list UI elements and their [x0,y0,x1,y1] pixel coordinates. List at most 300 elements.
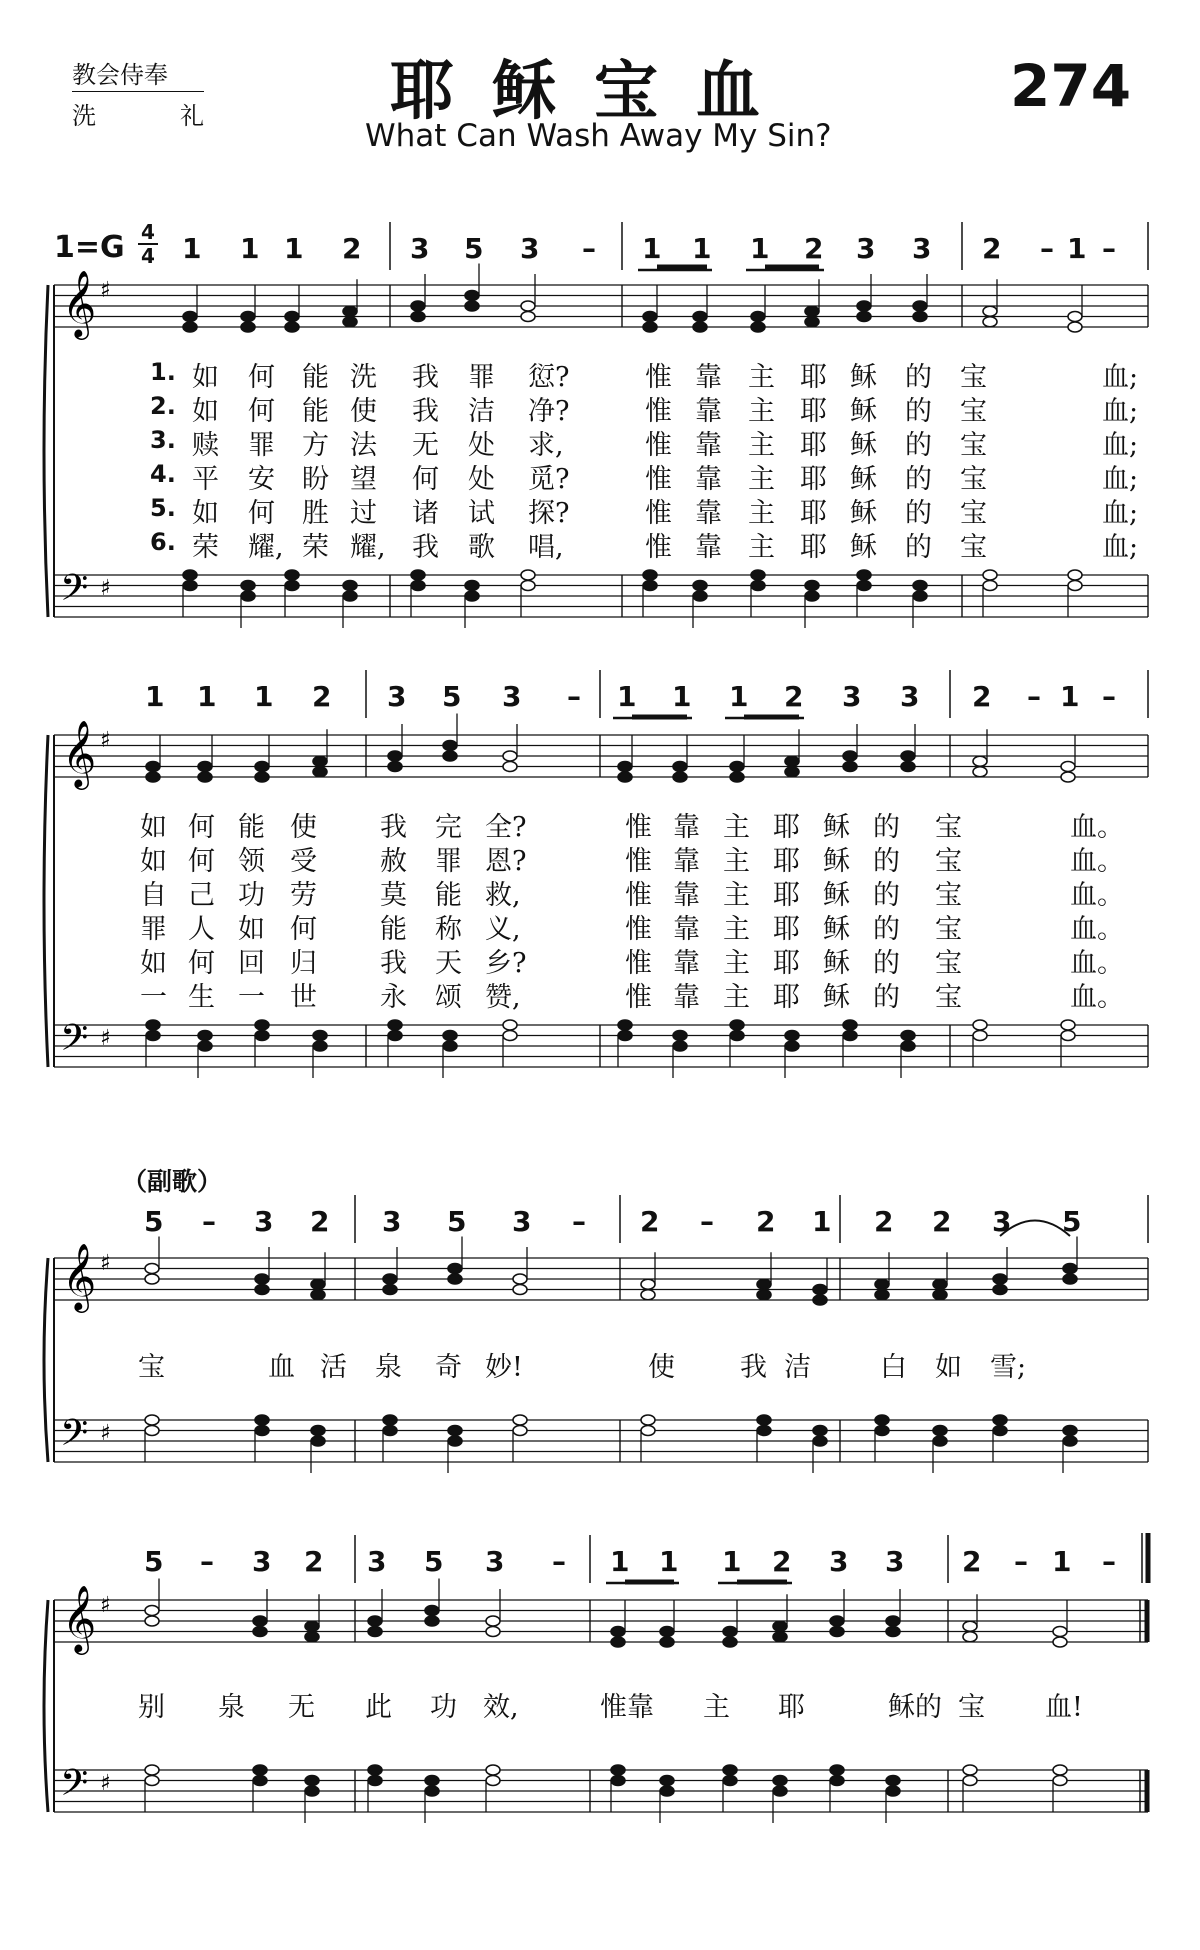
bass-notehead [901,1031,915,1041]
bass-clef-icon: 𝄢 [60,1412,89,1463]
jianpu-note: 2 [932,1205,952,1238]
treble-notehead [857,312,871,322]
treble-notehead [448,1264,462,1274]
lyric-syllable: 惟 [625,880,652,911]
treble-notehead [255,1274,269,1284]
lyric-syllable: 主 [723,846,750,877]
jianpu-note: 3 [502,680,522,713]
lyric-syllable: 世 [290,982,317,1013]
bass-notehead [425,1786,439,1796]
hymn-number: 274 [1010,52,1132,120]
treble-notehead [933,1290,947,1300]
key-signature: 1=G [54,230,125,265]
bass-notehead [145,1776,159,1786]
treble-notehead [311,1290,325,1300]
treble-notehead [305,1632,319,1642]
treble-notehead [993,1285,1007,1295]
verse-number: 2. [150,392,176,420]
bass-notehead [993,1426,1007,1436]
lyric-syllable: 宝 [960,532,987,563]
jianpu-note: 1 [284,232,304,265]
time-sig-top: 4 [141,220,155,244]
lyric-syllable: 靠 [695,362,722,393]
lyric-syllable: 稣 [850,532,877,563]
lyric-syllable: 主 [723,914,750,945]
lyric-syllable: 的 [905,498,932,529]
bass-notehead [253,1765,267,1775]
treble-notehead [730,762,744,772]
lyric-syllable: 靠 [695,498,722,529]
lyric-syllable: 我 [412,396,439,427]
treble-clef-icon: 𝄞 [62,269,97,337]
lyric-syllable: 主 [703,1692,730,1723]
lyric-syllable: 我 [380,812,407,843]
lyric-syllable: 宝 [138,1352,165,1383]
jianpu-note: 2 [772,1545,792,1578]
treble-notehead [843,762,857,772]
lyric-syllable: 血; [1102,464,1139,495]
bass-notehead [503,1031,517,1041]
bass-notehead [241,591,255,601]
treble-notehead [875,1279,889,1289]
lyric-syllable: 稣 [823,846,850,877]
lyric-syllable: 的 [873,812,900,843]
treble-notehead [368,1616,382,1626]
treble-notehead [723,1627,737,1637]
lyric-syllable: 的 [873,982,900,1013]
lyric-syllable: 天 [435,948,462,979]
jianpu-note: 3 [485,1545,505,1578]
lyric-syllable: 耶 [800,430,827,461]
treble-notehead [660,1637,674,1647]
bass-notehead [660,1786,674,1796]
lyric-syllable: 血。 [1070,948,1124,979]
jianpu-note: – [1027,680,1041,713]
bass-notehead [933,1436,947,1446]
lyric-syllable: 如 [935,1352,962,1383]
lyric-syllable: 靠 [673,812,700,843]
treble-notehead [513,1285,527,1295]
lyric-syllable: 主 [723,948,750,979]
bass-notehead [830,1765,844,1775]
jianpu-note: 5 [464,232,484,265]
jianpu-note: 1 [729,680,749,713]
bass-notehead [773,1786,787,1796]
treble-notehead [963,1632,977,1642]
lyric-syllable: 能 [302,396,329,427]
treble-notehead [611,1627,625,1637]
bass-notehead [443,1041,457,1051]
jianpu-note: 2 [804,232,824,265]
treble-notehead [757,1290,771,1300]
treble-notehead [425,1606,439,1616]
bass-notehead [805,581,819,591]
lyric-syllable: 血; [1102,362,1139,393]
treble-notehead [145,1606,159,1616]
treble-notehead [857,301,871,311]
sharp-icon: ♯ [100,1421,111,1446]
treble-notehead [198,772,212,782]
treble-notehead [693,312,707,322]
lyric-syllable: 妙! [485,1352,523,1383]
lyric-syllable: 稣 [823,914,850,945]
bass-notehead [693,581,707,591]
bass-notehead [145,1426,159,1436]
lyric-syllable: 罪 [248,430,275,461]
lyric-syllable: 能 [238,812,265,843]
lyric-syllable: 赦 [380,846,407,877]
lyric-syllable: 如 [192,498,219,529]
bass-notehead [886,1786,900,1796]
lyric-syllable: 血; [1102,430,1139,461]
bass-notehead [1068,570,1082,580]
bass-notehead [673,1041,687,1051]
jianpu-note: – [1014,1545,1028,1578]
bass-notehead [448,1436,462,1446]
lyric-syllable: 望 [350,464,377,495]
treble-notehead [751,312,765,322]
bass-notehead [1063,1426,1077,1436]
lyric-syllable: 惟 [645,498,672,529]
lyric-syllable: 此 [365,1692,392,1723]
treble-notehead [411,312,425,322]
lyric-syllable: 试 [468,498,495,529]
treble-notehead [253,1627,267,1637]
bass-notehead [285,581,299,591]
lyric-syllable: 洁 [784,1352,811,1383]
lyric-syllable: 生 [188,982,215,1013]
bass-notehead [1061,1031,1075,1041]
verse-number: 3. [150,426,176,454]
bass-notehead [368,1765,382,1775]
treble-notehead [1063,1274,1077,1284]
bass-notehead [757,1415,771,1425]
lyric-syllable: 宝 [960,362,987,393]
system-bracket [44,1258,48,1462]
bass-notehead [913,591,927,601]
treble-notehead [641,1290,655,1300]
lyric-syllable: 恩? [485,846,527,877]
lyric-syllable: 使 [350,396,377,427]
lyric-syllable: 主 [723,880,750,911]
jianpu-note: 3 [387,680,407,713]
jianpu-note: 5 [1062,1205,1082,1238]
treble-notehead [503,762,517,772]
lyric-syllable: 安 [248,464,275,495]
treble-notehead [643,312,657,322]
lyric-syllable: 稣 [850,464,877,495]
lyric-syllable: 耶 [800,498,827,529]
bass-notehead [805,591,819,601]
treble-notehead [773,1621,787,1631]
lyric-syllable: 靠 [695,396,722,427]
bass-notehead [963,1776,977,1786]
bass-notehead [723,1776,737,1786]
jianpu-note: 5 [144,1545,164,1578]
lyric-syllable: 血。 [1070,880,1124,911]
bass-notehead [443,1031,457,1041]
lyric-syllable: 愆? [528,362,570,393]
lyric-syllable: 靠 [695,430,722,461]
bass-notehead [146,1020,160,1030]
lyric-syllable: 罪 [435,846,462,877]
lyric-syllable: 别 [138,1692,165,1723]
treble-notehead [785,756,799,766]
bass-notehead [253,1776,267,1786]
bass-clef-icon: 𝄢 [60,1017,89,1068]
jianpu-note: 3 [829,1545,849,1578]
lyric-syllable: 惟靠 [600,1692,654,1723]
category-label: 教会侍奉 [72,55,204,92]
jianpu-note: 1 [750,232,770,265]
lyric-syllable: 惟 [625,982,652,1013]
bass-notehead [611,1776,625,1786]
treble-notehead [425,1616,439,1626]
jianpu-note: 1 [1060,680,1080,713]
jianpu-note: 5 [447,1205,467,1238]
lyric-syllable: 功 [238,880,265,911]
treble-notehead [913,301,927,311]
lyric-syllable: 主 [748,430,775,461]
jianpu-note: 2 [312,680,332,713]
lyric-syllable: 惟 [645,430,672,461]
treble-notehead [255,762,269,772]
treble-notehead [145,1274,159,1284]
treble-notehead [1068,322,1082,332]
jianpu-note: 2 [342,232,362,265]
lyric-syllable: 一 [140,982,167,1013]
bass-notehead [693,591,707,601]
treble-notehead [886,1627,900,1637]
lyric-syllable: 的 [873,880,900,911]
jianpu-note: – [1102,680,1116,713]
jianpu-note: 1 [197,680,217,713]
lyric-syllable: 洁 [468,396,495,427]
treble-notehead [983,306,997,316]
slur [1000,1221,1070,1237]
treble-notehead [1053,1637,1067,1647]
lyric-syllable: 宝 [960,430,987,461]
lyric-syllable: 主 [748,362,775,393]
treble-notehead [1068,312,1082,322]
jianpu-note: 3 [512,1205,532,1238]
jianpu-note: – [582,232,596,265]
jianpu-note: 2 [874,1205,894,1238]
verse-number: 6. [150,528,176,556]
jianpu-note: – [567,680,581,713]
lyric-syllable: 宝 [960,396,987,427]
lyric-syllable: 赎 [192,430,219,461]
bass-notehead [486,1776,500,1786]
bass-clef-icon: 𝄢 [60,567,89,618]
treble-notehead [901,751,915,761]
lyric-syllable: 罪 [140,914,167,945]
lyric-syllable: 何 [188,948,215,979]
lyric-syllable: 稣的 [888,1692,942,1723]
lyric-syllable: 永 [380,982,407,1013]
lyric-syllable: 的 [905,430,932,461]
verse-number: 5. [150,494,176,522]
treble-notehead [643,322,657,332]
bass-clef-icon: 𝄢 [60,1762,89,1813]
lyric-syllable: 何 [188,846,215,877]
jianpu-note: – [1102,1545,1116,1578]
bass-notehead [146,1031,160,1041]
lyric-syllable: 过 [350,498,377,529]
treble-notehead [146,762,160,772]
bass-notehead [641,1415,655,1425]
bass-notehead [641,1426,655,1436]
bass-notehead [875,1426,889,1436]
treble-notehead [465,301,479,311]
jianpu-note: 2 [756,1205,776,1238]
lyric-syllable: 罪 [468,362,495,393]
jianpu-note: 1 [240,232,260,265]
lyric-syllable: 宝 [960,498,987,529]
bass-notehead [383,1415,397,1425]
treble-notehead [503,751,517,761]
lyric-syllable: 耶 [773,914,800,945]
lyric-syllable: 耶 [773,880,800,911]
treble-notehead [673,762,687,772]
lyric-syllable: 能 [380,914,407,945]
bass-notehead [305,1776,319,1786]
lyric-syllable: 稣 [823,880,850,911]
lyric-syllable: 归 [290,948,317,979]
jianpu-note: 2 [972,680,992,713]
refrain-label: （副歌） [122,1167,223,1196]
lyric-syllable: 救, [485,880,521,911]
treble-notehead [983,317,997,327]
lyric-syllable: 耶 [773,982,800,1013]
jianpu-note: 1 [642,232,662,265]
lyric-syllable: 称 [435,914,462,945]
treble-notehead [751,322,765,332]
treble-notehead [611,1637,625,1647]
bass-notehead [513,1415,527,1425]
lyric-syllable: 荣 [302,532,329,563]
sharp-icon: ♯ [100,728,111,753]
lyric-syllable: 耀, [350,532,386,563]
sharp-icon: ♯ [100,1771,111,1796]
lyric-syllable: 的 [905,532,932,563]
lyric-syllable: 奇 [435,1352,462,1383]
jianpu-note: – [552,1545,566,1578]
lyric-syllable: 活 [320,1352,347,1383]
bass-notehead [618,1020,632,1030]
jianpu-note: – [200,1545,214,1578]
lyric-syllable: 惟 [645,464,672,495]
hymn-title: 耶稣宝血 [390,55,798,129]
jianpu-note: 3 [410,232,430,265]
bass-notehead [1053,1776,1067,1786]
lyric-syllable: 惟 [625,812,652,843]
bass-notehead [857,581,871,591]
lyric-syllable: 唱, [528,532,564,563]
treble-notehead [993,1274,1007,1284]
bass-notehead [255,1031,269,1041]
treble-notehead [660,1627,674,1637]
bass-notehead [813,1436,827,1446]
jianpu-note: 2 [304,1545,324,1578]
jianpu-note: 1 [659,1545,679,1578]
lyric-syllable: 泉 [375,1352,402,1383]
treble-notehead [486,1616,500,1626]
treble-notehead [693,322,707,332]
treble-notehead [368,1627,382,1637]
bass-notehead [383,1426,397,1436]
lyric-syllable: 宝 [935,812,962,843]
lyric-syllable: 血。 [1070,914,1124,945]
lyric-syllable: 处 [468,430,495,461]
bass-notehead [388,1031,402,1041]
lyric-syllable: 宝 [958,1692,985,1723]
treble-notehead [785,767,799,777]
treble-notehead [723,1637,737,1647]
lyric-syllable: 能 [302,362,329,393]
lyric-syllable: 稣 [850,430,877,461]
lyric-syllable: 稣 [823,982,850,1013]
subcategory-char-1: 洗 [72,102,96,130]
verse-number: 4. [150,460,176,488]
treble-notehead [383,1274,397,1284]
treble-notehead [963,1621,977,1631]
sharp-icon: ♯ [100,1026,111,1051]
treble-notehead [255,772,269,782]
lyric-syllable: 宝 [935,982,962,1013]
treble-notehead [443,751,457,761]
lyric-syllable: 主 [748,532,775,563]
treble-notehead [813,1295,827,1305]
jianpu-note: – [202,1205,216,1238]
lyric-syllable: 乡? [485,948,527,979]
jianpu-note: 2 [962,1545,982,1578]
lyric-syllable: 无 [412,430,439,461]
lyric-syllable: 的 [905,464,932,495]
verse-number: 1. [150,358,176,386]
lyric-syllable: 一 [238,982,265,1013]
lyric-syllable: 探? [528,498,570,529]
lyric-syllable: 如 [140,812,167,843]
treble-clef-icon: 𝄞 [62,719,97,787]
bass-notehead [183,570,197,580]
bass-notehead [857,570,871,580]
jianpu-note: 2 [310,1205,330,1238]
lyric-syllable: 自 [140,880,167,911]
bass-notehead [305,1786,319,1796]
subcategory-char-2: 礼 [180,102,204,130]
lyric-syllable: 的 [905,362,932,393]
lyric-syllable: 惟 [625,914,652,945]
treble-notehead [1063,1264,1077,1274]
lyric-syllable: 血! [1045,1692,1083,1723]
jianpu-note: 3 [520,232,540,265]
lyric-syllable: 效, [483,1692,519,1723]
treble-notehead [313,756,327,766]
treble-notehead [1061,762,1075,772]
sharp-icon: ♯ [100,576,111,601]
lyric-syllable: 方 [302,430,329,461]
bass-notehead [660,1776,674,1786]
bass-notehead [875,1415,889,1425]
treble-notehead [730,772,744,782]
treble-notehead [830,1616,844,1626]
treble-notehead [973,756,987,766]
jianpu-note: 3 [900,680,920,713]
jianpu-note: 1 [610,1545,630,1578]
lyric-syllable: 白 [880,1352,907,1383]
treble-notehead [641,1279,655,1289]
